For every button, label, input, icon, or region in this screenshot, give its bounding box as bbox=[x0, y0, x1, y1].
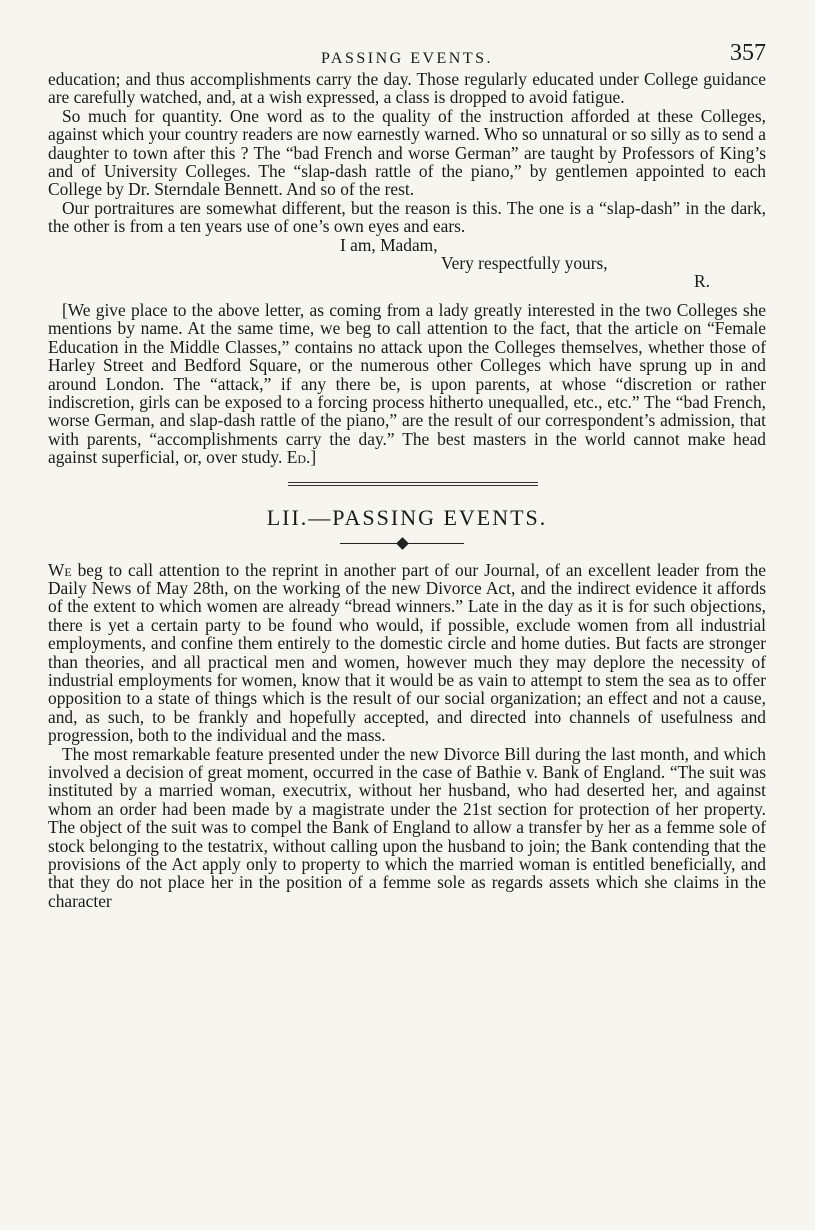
letter-signature: R. bbox=[694, 271, 710, 292]
section-lead-word: We bbox=[48, 559, 72, 580]
section-paragraph-1 bbox=[48, 561, 766, 745]
section-paragraph-2: The most remarkable feature presented under the new Divorce Bill during the last month, and which involved a decision of great moment, occurred in the case of Bathie v. Bank of England. “The suit was instituted by a married woman, executrix, without her husband, who had deserted her, and against whom an order had been made by a magistrate under the 21st section for protection of her property. The object of the suit was to compel the Bank of England to allow a transfer by her as a femme sole of stock belonging to the testatrix, without calling upon the husband to join; the Bank contending that the provisions of the Act apply only to property to which the married woman is entitled beneficially, and that they do not place her in the position of a femme sole as regards assets which she claims in the character bbox=[48, 743, 766, 911]
letter-closing-salutation: I am, Madam, bbox=[340, 234, 438, 255]
letter-paragraph-2: So much for quantity. One word as to the quality of the instruction afforded at these Colleges, against which your country readers are now earnestly warned. Who so unnatural or so silly as to send a daughter to town after this ? The “bad French and worse German” are taught by Professors of King’s and of University Colleges. The “slap-dash rattle of the piano,” by gentlemen appointed to each College by Dr. Sterndale Bennett. And so of the rest. bbox=[48, 105, 766, 200]
page bbox=[48, 40, 766, 910]
section-paragraph-1-text: beg to call attention to the reprint in another part of our Journal, of an excellent leader from the Daily News of May 28th, on the working of the new Divorce Act, and the indirect evidence it affords of the extent to which women are already “bread winners.” Late in the day as it is for such objections, there is yet a certain party to be found who would, if possible, exclude women from all industrial employments, and confine them entirely to the domestic circle and home duties. But facts are stronger than theories, and all practical men and women, however much they may deplore the necessity of industrial employments for women, know that it would be as vain to attempt to stem the sea as to offer opposition to a state of things which is the result of our social organization; an effect and not a cause, and, as such, to be frankly and hopefully accepted, and directed into channels of usefulness and progression, both to the individual and the mass. bbox=[48, 559, 766, 746]
section-divider bbox=[48, 481, 766, 489]
section-title: LII.—PASSING EVENTS. bbox=[266, 504, 548, 530]
page-number: 357 bbox=[730, 40, 766, 66]
editor-sign: Ed.] bbox=[286, 447, 317, 468]
letter-closing-valediction: Very respectfully yours, bbox=[441, 253, 608, 274]
letter-paragraph-1: education; and thus accomplishments carry the day. Those regularly educated under College guidance are carefully watched, and, at a wish expressed, a class is dropped to avoid fatigue. bbox=[48, 69, 766, 108]
running-title: PASSING EVENTS. bbox=[320, 50, 494, 67]
editor-note-text: [We give place to the above letter, as coming from a lady greatly interested in the two Colleges she mentions by name. At the same time, we beg to call attention to the fact, that the article on “Female Education in the Middle Classes,” contains no attack upon the Colleges themselves, whether those of Harley Street and Bedford Square, or the numerous other Colleges which have sprung up in and around London. The “attack,” if any there be, is upon parents, at whose “discretion or rather indiscretion, girls can be exposed to a forcing process hitherto unequalled, etc., etc.” The “bad French, worse German, and slap-dash rattle of the piano,” are the result of our correspondent’s admission, that with parents, “accomplishments carry the day.” The best masters in the world cannot make head against superficial, or, over study. bbox=[48, 299, 766, 468]
running-head bbox=[48, 40, 766, 70]
ornament-diamond-icon bbox=[396, 537, 409, 550]
editor-note bbox=[48, 301, 766, 467]
ornament-divider bbox=[48, 535, 766, 551]
letter-paragraph-3: Our portraitures are somewhat different, but the reason is this. The one is a “slap-dash” in the dark, the other is from a ten years use of one’s own eyes and ears. bbox=[48, 197, 766, 237]
